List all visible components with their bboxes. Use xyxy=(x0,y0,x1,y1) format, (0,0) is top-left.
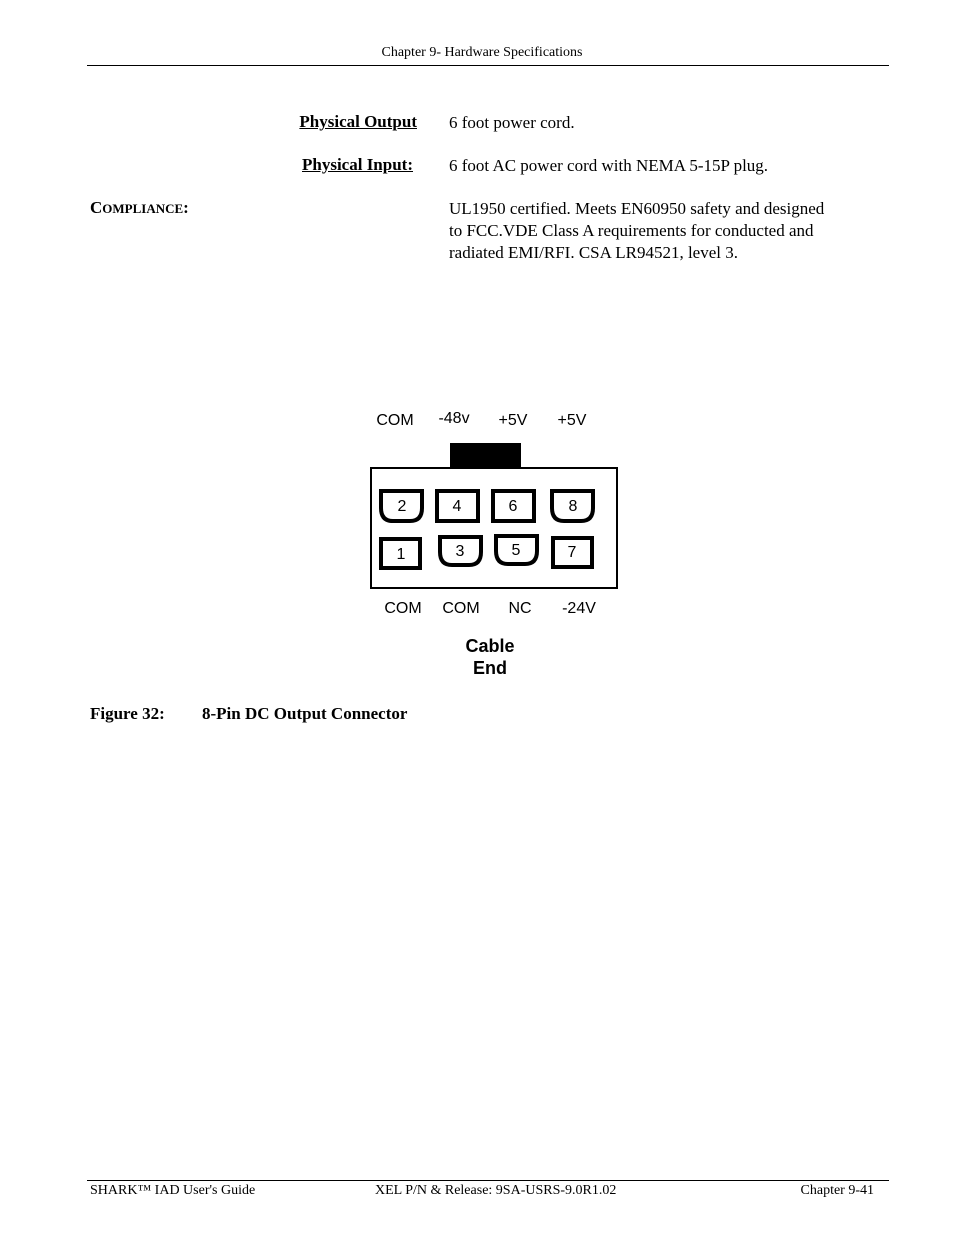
compliance-line: to FCC.VDE Class A requirements for conducted and xyxy=(449,221,814,240)
pin-number-8: 8 xyxy=(568,498,578,515)
spec-value-physical-output: 6 foot power cord. xyxy=(449,113,575,132)
compliance-line: radiated EMI/RFI. CSA LR94521, level 3. xyxy=(449,243,738,262)
header-rule xyxy=(87,65,889,66)
footer-page-number: Chapter 9-41 xyxy=(800,1183,874,1198)
pin-label-bottom-3: NC xyxy=(508,600,532,617)
cable-end-label-line2: End xyxy=(473,658,507,678)
compliance-heading-colon: : xyxy=(183,198,189,217)
compliance-heading xyxy=(90,198,189,218)
pin-number-6: 6 xyxy=(508,498,518,515)
pin-label-top-1: COM xyxy=(376,412,414,429)
pin-number-1: 1 xyxy=(396,546,406,563)
compliance-line: UL1950 certified. Meets EN60950 safety and designed xyxy=(449,199,825,218)
pin-label-top-2: -48v xyxy=(438,410,470,427)
footer-release: XEL P/N & Release: 9SA-USRS-9.0R1.02 xyxy=(375,1183,617,1198)
footer-rule xyxy=(87,1180,889,1181)
pin-label-bottom-4: -24V xyxy=(562,600,596,617)
pin-label-top-4: +5V xyxy=(557,412,587,429)
spec-label-physical-input: Physical Input: xyxy=(302,155,413,174)
pin-number-3: 3 xyxy=(455,543,465,560)
connector-diagram xyxy=(360,400,630,690)
figure-number: Figure 32: xyxy=(90,704,165,723)
page-header: Chapter 9- Hardware Specifications xyxy=(381,45,583,60)
pin-label-bottom-2: COM xyxy=(442,600,480,617)
compliance-heading-rest: OMPLIANCE xyxy=(102,201,184,216)
pin-number-4: 4 xyxy=(452,498,462,515)
pin-number-5: 5 xyxy=(511,542,521,559)
compliance-text xyxy=(449,198,824,264)
pin-label-bottom-1: COM xyxy=(384,600,422,617)
figure-title: 8-Pin DC Output Connector xyxy=(202,704,408,723)
compliance-heading-initial: C xyxy=(90,198,103,217)
footer-guide-title: SHARK™ IAD User's Guide xyxy=(90,1183,256,1198)
pin-label-top-3: +5V xyxy=(498,412,528,429)
pin-number-2: 2 xyxy=(397,498,407,515)
pin-number-7: 7 xyxy=(567,544,577,561)
cable-end-label-line1: Cable xyxy=(465,636,515,656)
spec-label-physical-output: Physical Output xyxy=(299,112,417,131)
spec-value-physical-input: 6 foot AC power cord with NEMA 5-15P plug. xyxy=(449,156,769,175)
connector-latch xyxy=(450,443,521,468)
